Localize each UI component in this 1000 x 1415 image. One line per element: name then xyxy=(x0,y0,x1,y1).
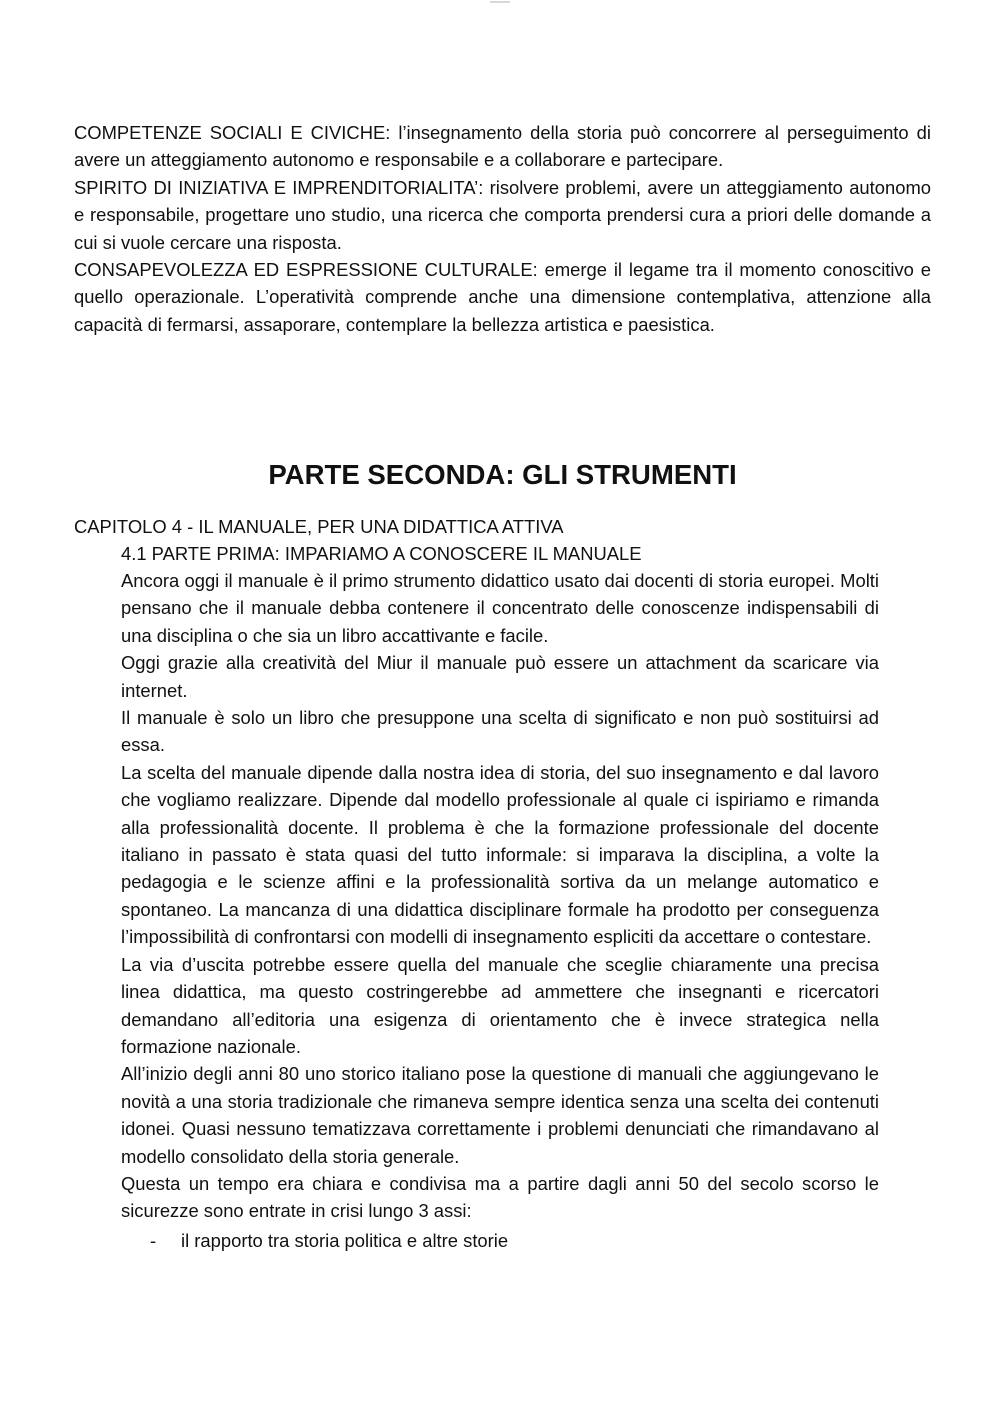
body-paragraph: All’inizio degli anni 80 uno storico italiano pose la questione di manuali che aggiungevano le novità a una storia tradizionale che rimaneva sempre identica senza una scelta dei contenuti idonei. Quasi nessuno tematizzava correttamente i problemi denunciati che rimandavano al modello consolidato della storia generale. xyxy=(121,1063,879,1167)
paragraph-cultural-awareness: CONSAPEVOLEZZA ED ESPRESSIONE CULTURALE: emerge il legame tra il momento conoscitivo e quello operazionale. L’operatività comprende anche una dimensione contemplativa, attenzione alla capacità di fermarsi, assaporare, contemplare la bellezza artistica e paesistica. xyxy=(74,259,931,335)
body-paragraph: Oggi grazie alla creatività del Miur il manuale può essere un attachment da scaricare via internet. xyxy=(121,652,879,701)
bullet-marker: - xyxy=(150,1230,157,1251)
bullet-list-item xyxy=(150,1227,508,1254)
chapter-title: CAPITOLO 4 - IL MANUALE, PER UNA DIDATTICA ATTIVA xyxy=(74,516,564,537)
chapter-body xyxy=(121,567,879,1225)
paragraph-initiative-entrepreneurship: SPIRITO DI INIZIATIVA E IMPRENDITORIALITA’: risolvere problemi, avere un atteggiamento autonomo e responsabile, progettare uno studio, una ricerca che comporta prendersi cura a priori delle domande a cui si vuole cercare una risposta. xyxy=(74,176,931,253)
competences-section xyxy=(74,119,931,338)
page-header-mark xyxy=(490,1,510,3)
body-paragraph: La via d’uscita potrebbe essere quella del manuale che sceglie chiaramente una precisa linea didattica, ma questo costringerebbe ad ammettere che insegnanti e ricercatori demandano all’editoria una esigenza di orientamento che è invece strategica nella formazione nazionale. xyxy=(121,953,879,1057)
body-paragraph: Il manuale è solo un libro che presuppone una scelta di significato e non può sostituirsi ad essa. xyxy=(121,707,879,756)
paragraph-social-civic-competences: COMPETENZE SOCIALI E CIVICHE: l’insegnamento della storia può concorrere al perseguimento di avere un atteggiamento autonomo e responsabile e a collaborare e partecipare. xyxy=(74,122,931,171)
body-paragraph: La scelta del manuale dipende dalla nostra idea di storia, del suo insegnamento e dal lavoro che vogliamo realizzare. Dipende dal modello professionale al quale ci ispiriamo e rimanda alla professionalità docente. Il problema è che la formazione professionale del docente italiano in passato è stata quasi del tutto informale: si imparava la disciplina, a volte la pedagogia e le scienze affini e la professionalità sortiva da un melange automatico e spontaneo. La mancanza di una didattica disciplinare formale ha prodotto per conseguenza l’impossibilità di confrontarsi con modelli di insegnamento espliciti da accettare o contestare. xyxy=(121,761,879,948)
bullet-text: il rapporto tra storia politica e altre storie xyxy=(181,1230,509,1251)
subsection-title: 4.1 PARTE PRIMA: IMPARIAMO A CONOSCERE IL MANUALE xyxy=(121,543,642,564)
section-heading: PARTE SECONDA: GLI STRUMENTI xyxy=(268,459,737,490)
body-paragraph: Questa un tempo era chiara e condivisa ma a partire dagli anni 50 del secolo scorso le sicurezze sono entrate in crisi lungo 3 assi: xyxy=(121,1172,879,1222)
body-paragraph: Ancora oggi il manuale è il primo strumento didattico usato dai docenti di storia europei. Molti pensano che il manuale debba contenere il concentrato delle conoscenze indispensabili di una disciplina o che sia un libro accattivante e facile. xyxy=(121,570,879,646)
